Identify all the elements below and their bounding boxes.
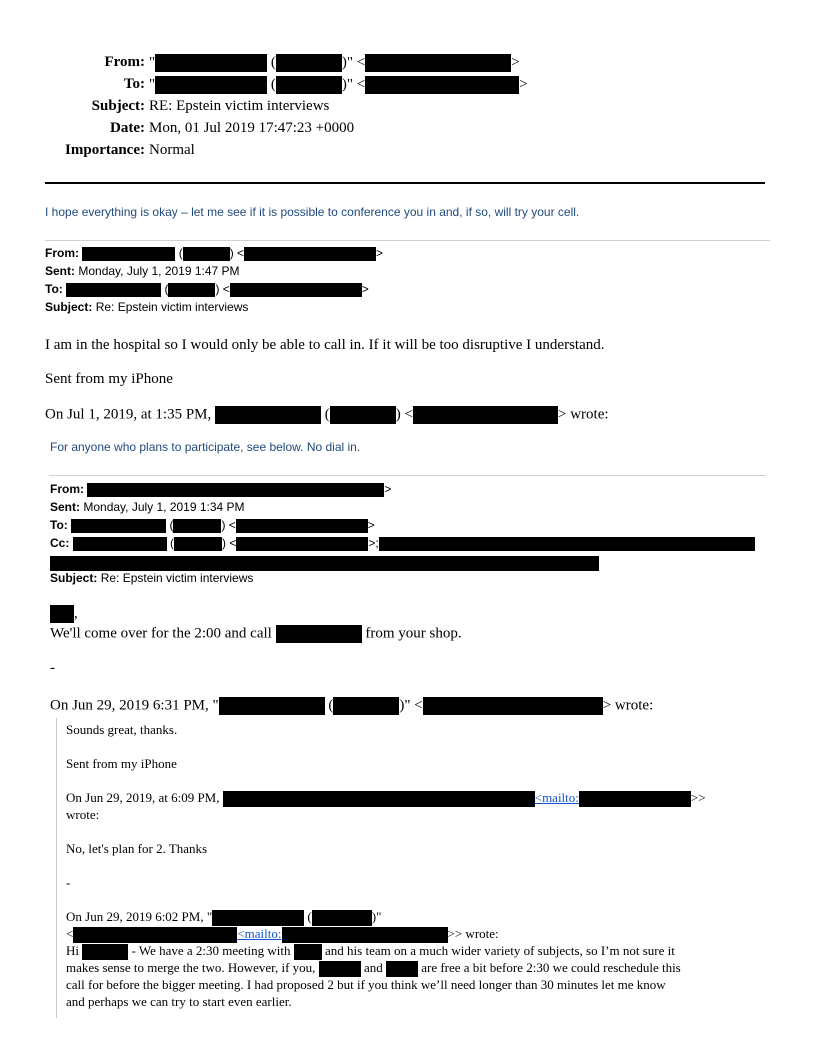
redaction: [379, 537, 755, 551]
gt: >: [361, 282, 369, 296]
attribution-line: [66, 790, 706, 807]
redaction: [294, 944, 322, 960]
attribution-suffix: >>: [690, 790, 706, 805]
subject-value: RE: Epstein victim interviews: [149, 98, 330, 114]
sent-label: Sent:: [45, 264, 75, 278]
redaction: [73, 537, 167, 551]
redaction: [82, 944, 128, 960]
reply-text: I hope everything is okay – let me see if it is possible to conference you in and, if so, will try your cell.: [45, 205, 580, 219]
paren: (: [270, 76, 276, 93]
redaction: [174, 537, 222, 551]
body-text-end: from your shop.: [365, 625, 462, 642]
redaction: [236, 537, 368, 551]
redaction: [579, 791, 691, 807]
redaction: [212, 910, 304, 926]
subject-label: Subject:: [50, 571, 98, 585]
to-label: To:: [123, 76, 145, 92]
redaction: [386, 961, 418, 977]
quoted-paragraph-line: and perhaps we can try to start even earlier.: [66, 994, 292, 1009]
date-label: Date:: [110, 120, 145, 136]
redaction: [66, 283, 161, 297]
gt: >: [519, 76, 528, 93]
sent-line: [45, 264, 240, 278]
sent-value: Monday, July 1, 2019 1:34 PM: [83, 500, 245, 514]
attribution-line: On Jun 29, 2019 6:02 PM, " ( )": [66, 909, 381, 926]
redaction: [183, 247, 230, 261]
gt: >: [376, 246, 384, 260]
redaction: [333, 697, 399, 715]
importance-value: Normal: [149, 142, 195, 158]
attribution-suffix: > wrote:: [602, 697, 654, 714]
redaction: [215, 406, 321, 424]
redaction: [71, 519, 166, 533]
paren-close: ) <: [215, 282, 230, 296]
from-label: From:: [45, 246, 79, 260]
redaction: [73, 927, 237, 943]
comma: ,: [74, 605, 78, 622]
importance-label: Importance:: [65, 142, 145, 158]
subject-label: Subject:: [91, 98, 145, 114]
text: are free a bit before 2:30 we could reschedule this: [421, 960, 681, 975]
from-line: From: >: [50, 482, 392, 496]
paren-close: ) <: [229, 246, 245, 260]
text: - We have a 2:30 meeting with: [131, 943, 291, 958]
quoted-paragraph-line: [66, 943, 675, 960]
subject-line: [50, 571, 253, 585]
redaction: [223, 791, 535, 807]
redaction: [330, 406, 396, 424]
redaction: [276, 76, 342, 94]
redaction: [219, 697, 325, 715]
redaction: [155, 54, 267, 72]
text: and: [363, 960, 383, 975]
quoted-paragraph-line: call for before the bigger meeting. I had proposed 2 but if you think we’ll need longer than 30 minutes let me know: [66, 977, 666, 992]
paren: (: [178, 246, 183, 260]
subject-value: Re: Epstein victim interviews: [100, 571, 254, 585]
divider: [45, 240, 770, 241]
quoted-text: Sounds great, thanks.: [66, 722, 178, 737]
quote-close: )": [371, 909, 382, 924]
redaction: [87, 483, 384, 497]
dash: -: [66, 875, 71, 890]
attribution-line: [66, 926, 499, 943]
body-text-start: We'll come over for the 2:00 and call: [50, 625, 272, 642]
text: makes sense to merge the two. However, if you,: [66, 960, 316, 975]
attribution-text: On Jun 29, 2019 6:02 PM, ": [66, 909, 213, 924]
quoted-text: No, let's plan for 2. Thanks: [66, 841, 208, 856]
reply-text: For anyone who plans to participate, see below. No dial in.: [50, 440, 361, 454]
to-value: [149, 76, 528, 94]
redaction: [50, 556, 599, 571]
redaction: [423, 697, 603, 715]
subject-line: [45, 300, 248, 314]
text: and his team on a much wider variety of subjects, so I’m not sure it: [325, 943, 675, 958]
quoted-paragraph-line: [66, 960, 681, 977]
mailto-link[interactable]: <mailto:: [237, 926, 282, 941]
redaction: [155, 76, 267, 94]
to-label: To:: [50, 518, 68, 532]
from-value: [149, 54, 520, 72]
gt: >: [511, 54, 520, 71]
cc-line: Cc: ( ) < >;: [50, 536, 755, 551]
wrote-text: wrote:: [66, 807, 100, 822]
sent-value: Monday, July 1, 2019 1:47 PM: [78, 264, 240, 278]
to-line: To: ( ) < >: [50, 518, 375, 532]
attribution-line: On Jul 1, 2019, at 1:35 PM, ( ) < > wrote:: [45, 406, 609, 423]
redaction: [82, 247, 175, 261]
attribution-suffix: > wrote:: [557, 406, 609, 423]
dash: -: [50, 660, 55, 676]
redaction: [319, 961, 361, 977]
date-value: Mon, 01 Jul 2019 17:47:23 +0000: [149, 120, 355, 136]
body-text: [50, 625, 462, 643]
from-label: From:: [104, 54, 145, 70]
wrote-text: >> wrote:: [447, 926, 499, 941]
divider: [49, 475, 766, 476]
body-text: I am in the hospital so I would only be able to call in. If it will be too disruptive I understand.: [45, 337, 605, 353]
quote-close: )" <: [341, 54, 366, 71]
redaction: [50, 605, 74, 623]
redaction: [236, 519, 368, 533]
quote-mark: ": [149, 76, 156, 93]
redaction: [168, 283, 215, 297]
paren: (: [164, 282, 169, 296]
from-line: [45, 246, 383, 261]
redaction: [230, 283, 362, 297]
cc-line-continued: [50, 554, 599, 572]
lt: <: [66, 926, 74, 941]
attribution-line: On Jun 29, 2019 6:31 PM, " ( )" < > wrote:: [50, 697, 654, 714]
attribution-text: On Jun 29, 2019, at 6:09 PM,: [66, 790, 220, 805]
quoted-signature: Sent from my iPhone: [66, 756, 177, 771]
from-label: From:: [50, 482, 84, 496]
attribution-text: On Jul 1, 2019, at 1:35 PM,: [45, 406, 212, 423]
redaction: [312, 910, 372, 926]
header-divider: [45, 182, 765, 184]
sent-line: [50, 500, 245, 514]
redaction: [173, 519, 221, 533]
greeting: Hi: [66, 943, 79, 958]
redaction: [276, 54, 342, 72]
redaction: [244, 247, 376, 261]
paren: (: [270, 54, 276, 71]
subject-label: Subject:: [45, 300, 93, 314]
to-label: To:: [45, 282, 63, 296]
signature: Sent from my iPhone: [45, 371, 173, 387]
quote-bar: [56, 718, 57, 1018]
quote-close: )" <: [341, 76, 366, 93]
attribution-text: On Jun 29, 2019 6:31 PM, ": [50, 697, 219, 714]
redaction: [276, 625, 362, 643]
subject-value: Re: Epstein victim interviews: [95, 300, 249, 314]
redaction: [365, 54, 511, 72]
to-line: [45, 282, 369, 297]
cc-label: Cc:: [50, 536, 70, 550]
sent-label: Sent:: [50, 500, 80, 514]
redaction: [282, 927, 448, 943]
greeting-line: [50, 605, 78, 623]
mailto-link[interactable]: <mailto:: [534, 790, 579, 805]
redaction: [413, 406, 558, 424]
quote-mark: ": [149, 54, 156, 71]
redaction: [365, 76, 519, 94]
